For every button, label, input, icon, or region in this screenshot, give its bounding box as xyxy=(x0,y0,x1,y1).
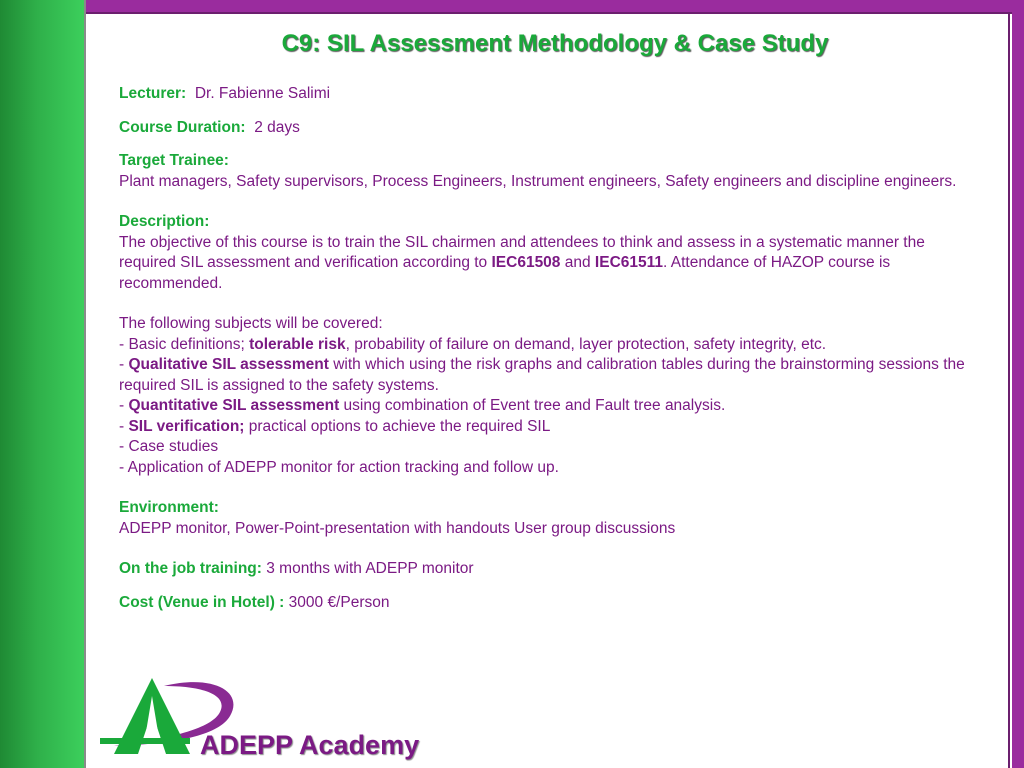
duration-value: 2 days xyxy=(254,118,300,136)
lecturer-label: Lecturer: xyxy=(119,85,187,102)
left-bar-edge xyxy=(84,0,86,768)
left-green-bar xyxy=(0,0,84,768)
environment-label: Environment: xyxy=(119,499,219,516)
subject-item-keyword: tolerable risk xyxy=(249,335,346,353)
subject-item-text: with which using the risk graphs and calibration tables during the brainstorming sessions the required SIL is assigned to the safety systems. xyxy=(119,356,965,394)
subject-item-text: using combination of Event tree and Fault tree analysis. xyxy=(339,397,726,414)
subject-item-prefix: - xyxy=(119,397,129,414)
cost-row xyxy=(119,593,979,614)
target-text: Plant managers, Safety supervisors, Process Engineers, Instrument engineers, Safety engineers and discipline engineers. xyxy=(119,172,957,190)
cost-label: Cost (Venue in Hotel) : xyxy=(119,593,285,611)
subject-item-quantitative xyxy=(119,396,979,417)
subject-item-verification xyxy=(119,417,979,438)
description-part1: The objective of this course is to train the SIL chairmen and attendees to think and assess in a systematic manner the required SIL assessment and verification according to xyxy=(119,233,925,271)
page-title: C9: SIL Assessment Methodology & Case Study xyxy=(281,30,829,57)
environment-text: ADEPP monitor, Power-Point-presentation with handouts User group discussions xyxy=(119,519,676,537)
course-details xyxy=(119,84,979,613)
subject-item-keyword: Quantitative SIL assessment xyxy=(128,397,340,414)
subject-item-text: , probability of failure on demand, layer protection, safety integrity, etc. xyxy=(345,335,827,353)
standard-iec61511: IEC61511 xyxy=(594,254,664,271)
subjects-intro: The following subjects will be covered: xyxy=(119,315,383,332)
duration-row xyxy=(119,118,979,139)
top-bar-line xyxy=(86,12,1014,14)
subject-item-keyword: Qualitative SIL assessment xyxy=(128,356,329,373)
subject-item-adepp-monitor: - Application of ADEPP monitor for action tracking and follow up. xyxy=(119,458,559,476)
subject-item-case-studies: - Case studies xyxy=(119,438,219,455)
top-purple-bar xyxy=(86,0,1014,12)
training-value: 3 months with ADEPP monitor xyxy=(261,560,474,577)
subject-item-text: practical options to achieve the required SIL xyxy=(244,417,551,435)
lecturer-row xyxy=(119,84,979,105)
description-part2: and xyxy=(560,254,595,271)
training-label: On the job training: xyxy=(119,560,262,577)
subject-item-prefix: - xyxy=(119,356,129,373)
cost-value: 3000 €/Person xyxy=(284,593,390,611)
subject-item-basic-definitions xyxy=(119,335,979,356)
lecturer-value: Dr. Fabienne Salimi xyxy=(194,85,331,102)
description-label: Description: xyxy=(119,213,210,230)
right-bar-line xyxy=(1008,12,1010,768)
training-row xyxy=(119,559,979,580)
subject-item-qualitative xyxy=(119,355,979,396)
description-part3: . Attendance of HAZOP course is recommended. xyxy=(119,254,891,292)
description-text xyxy=(119,233,979,295)
target-label: Target Trainee: xyxy=(119,152,229,169)
subject-item-keyword: SIL verification; xyxy=(128,417,245,435)
right-purple-bar xyxy=(1012,0,1024,768)
subject-item-prefix: - Basic definitions; xyxy=(119,335,250,353)
subject-item-prefix: - xyxy=(119,417,129,435)
duration-label: Course Duration: xyxy=(119,118,246,136)
standard-iec61508: IEC61508 xyxy=(491,254,561,271)
logo-text: ADEPP Academy xyxy=(200,730,420,760)
